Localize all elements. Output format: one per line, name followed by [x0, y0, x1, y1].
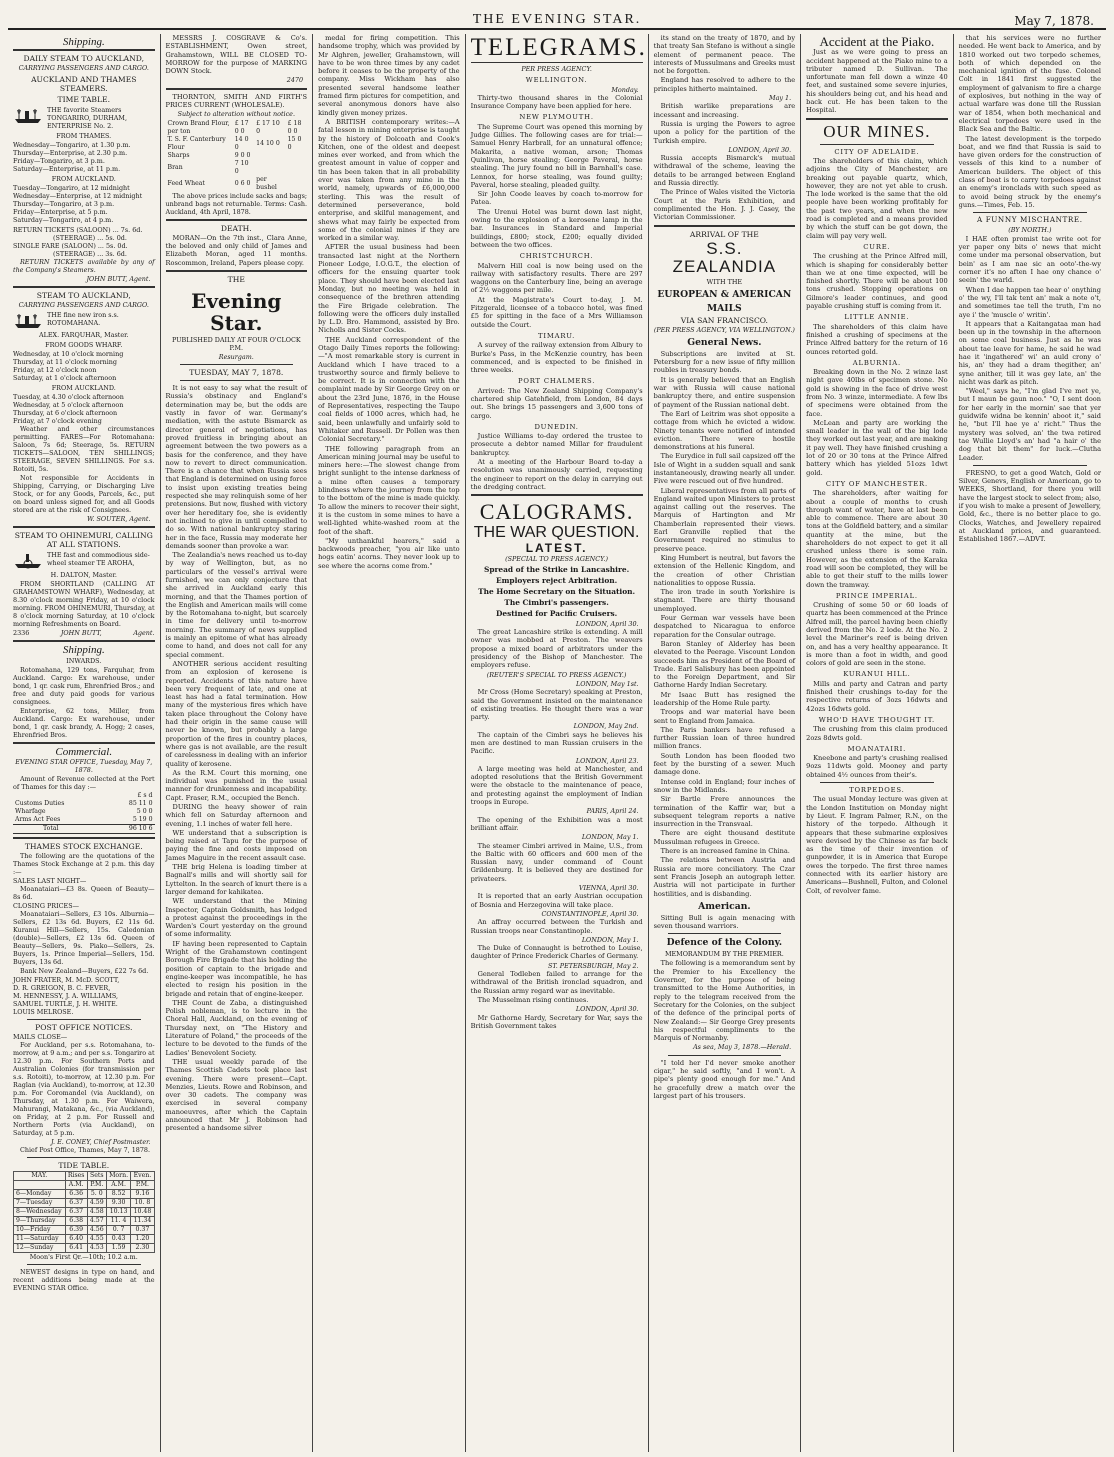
- our-mines-heading: OUR MINES.: [823, 121, 931, 141]
- steamship-icon: [13, 311, 43, 329]
- defence-heading: Defence of the Colony.: [666, 937, 783, 949]
- table-row: 11—Saturday 6.40 4.55 0.43 1.20: [14, 1235, 155, 1244]
- table-row: 12—Sunday 6.41 4.53 1.59 2.30: [14, 1244, 155, 1253]
- table-row: Arms Act Fees 5 19 0: [15, 816, 153, 824]
- general-news-heading: General News.: [687, 336, 762, 348]
- table-row: 9—Thursday 6.38 4.57 11. 4 11.34: [14, 1217, 155, 1226]
- table-row: Customs Duties 85 11 0: [15, 800, 153, 808]
- table-row: 7—Tuesday 6.37 4.59 9.30 10. 8: [14, 1199, 155, 1208]
- column-6: Accident at the Piako. Just as we were going to press an accident happened at the Piako mine to a tributer named D. Sullivan. The unfortunate man fell down a winze 40 feet, and sustained some severe injuries, his shoulders being cut, and his head and back cut. He has been taken to the Hospital. OUR MINES. CITY OF ADELAIDE. The shareholders of this claim, which adjoins the City of Manchester, are breaking out payable quartz, which, however, they are not yet able to crush. The lode worked is the same that the old people have been working profitably for the past two years, and when the new road is completed and a means provided by which the stuff can be got down, the claim will pay very well. CURE. The crushing at the Prince Alfred mill, which is shaping for considerably better than we at one time expected, will be finished shortly. There will be about 100 tons crushed. Stopping operations on Gilmore's leader continues, and good payable crushing stuff is coming from it. LITTLE ANNIE. The shareholders of this claim have finished a crushing of specimens at the Prince Alfred battery for the return of 16 ounces retorted gold. ALBURNIA. Breaking down in the No. 2 winze last night gave 40lbs of specimen stone. No gold is showing in the face of drive west from No. 3 winze, intermediate. A few lbs of specimens were obtained from the face. McLean and party are working the small leader in the wall of the big lode they worked out last year, and are making it pay well. They have finished crushing a lot of 20 or 30 tons at the Prince Alfred battery which has yielded 51ozs 1dwt gold. CITY OF MANCHESTER. The shareholders, after waiting for about a couple of months to crush through want of water, have at last been able to commence. There are about 30 tons at the Goldfield battery, and a similar quantity at the mine, but the shareholders do not expect to get it all crushed unless there is some rain. However, as the extension of the Karaka road will soon be completed, they will be able to get their stuff to the mills lower down the tramway. PRINCE IMPERIAL. Crushing of some 50 or 60 loads of quartz has been commenced at the Prince Alfred mill, the parcel having been chiefly derived from the No. 2 lode. At the No. 2 level the Mariner's reef is being driven on, and has a very healthy appearance. It is more than a foot in width, and good colors of gold are seen in the stone. KURANUI HILL. Mills and party and Catran and party finished their crushings to-day for the respective returns of 3ozs 16dwts and 42ozs 16dwts gold. WHO'D HAVE THOUGHT IT. The crushing from this claim produced 2ozs 8dwts gold. MOANATAIRI. Kneebone and party's crushing realised 9ozs 11dwts gold. Mooney and party obtained 4½ ounces from their's. TORPEDOES. The usual Monday lecture was given at the London Institution on Monday night by Lieut. F. Ingram Palmer, R.N., on the history of the torpedo. Although it appears that these submarine explosives were devised by the Chinese as far back as the time of their invention of gunpowder, it is in America that Europe owes the torpedo. The first three names connected with its earlier history are Americans—Bushnell, Fulton, and Colonel Colt, of revolver fame.: [801, 34, 954, 1452]
- column-3: medal for firing competition. This handsome trophy, which was provided by Mr Alghren, jeweller, Grahamstown, will have to be won three times by any cadet before it ceases to be the property of the company. Miss Wickham has also presented several handsome leather framed firm pictures for competition, and several anonymous donors have also kindly given money prizes. A BRITISH contemporary writes:—A fatal lesson in mining enterprise is taught by the history of Dolcoath and Cook's Kitchen, one of the oldest and deepest mines ever worked, and from which the greatest amount in value of copper and tin has been taken that in all probability ever was taken from any mine in the world, namely, upwards of £6,000,000 sterling. This was the result of determined perseverance, bold enterprise, and skilful management, and shews what may fairly be expected from some of the colonial mines if they are worked in a similar way. AFTER the usual business had been transacted last night at the Northern Pioneer Lodge, I.O.G.T., the election of officers for the ensuing quarter took place. They should have been elected last Monday, but no meeting was held in consequence of the brethren attending the Fire Brigade celebration. The following were the officers duly installed by L.D. Bro. Hammond, assisted by Bro. Nicholls and Sister Cocks. THE Auckland correspondent of the Otago Daily Times reports the following:—"A most remarkable story is current in Auckland which I have traced to a trustworthy source and firmly believe to be correct. It is in connection with the complaint made by Sir George Grey on or about the 23rd June, 1876, in the House of Representatives, respecting the Taupo coal fields of 1000 acres, which had, he said, been unlawfully and unfairly sold to Whitaker and Russell. Dr Pollen was then Colonial Secretary." THE following paragraph from an American mining journal may be useful to miners here:—The slowest change from bright sunlight to the intense darkness of a mine often causes a temporary blindness where the journey from the top to the bottom of the mine is made quickly. To allow the miners to recover their sight, it is the custom in some mines to have a well-lighted white-washed room at the foot of the shaft. "My unthankful hearers," said a backwoods preacher, "you air like unto hogs eatin' acorns. They never look up to see where the acorns come from.": [313, 34, 466, 1452]
- broker-list: JOHN FRATER, M. McD. SCOTT, D. R. GREIGON, B. C. FEVER, M. HENNESSY, J. A. WILLIAMS, SAMUEL TURTLE, J. H. WHITE. LOUIS MELROSE.: [13, 976, 120, 1017]
- accident-heading: Accident at the Piako.: [819, 34, 935, 49]
- column-7: that his services were no further needed. He went back to America, and by 1810 worked out two torpedo schemes, both of which depended on the mechanical ignition of the fuse. Colonel Colt in 1841 first suggested the employment of galvanism to fire a charge of explosives, but nothing in the way of actual warfare was done till the Russian war of 1854, when both mechanical and electrical torpedoes were used in the Black Sea and the Baltic. The latest development is the torpedo boat, and we find that Russia is said to have given orders for the construction of vessels of this kind to a number of American builders. The object of this class of boat is to carry torpedoes against an enemy's ironclads with such speed as to avoid being struck by the enemy's guns.—Times, Feb. 15. A FUNNY MISCHANTRE. (BY NORTH.) I HAE often promist tae write oot for yer paper ony bits o' news that micht come under ma personal observation, but bein' as I am nae sic an ooto'-the-wy corner it's no aften I hae ony chance o' seein' the warld. When I dae happen tae hear o' onything o' the wy, I'll tak tent an' mak a note o't, and sometimes tae tell the truth, I'm no aye i' the 'muscle o' writin'. It appears that a Kaitangataa man had been up in the township in the afternoon on some coal business. Just as he was about tae leave for hame, he said he wad hae it 'ingathered' wi' an auld crony o' his, an' they had a dram thegither, an' syne anither, till it was gey late, an' the nicht was dark as pitch. "Weel," says he, "I'm glad I've met ye, but I maun be gaun noo." "O, I sent doon for her early in the mornin' sae that yer guidwife widna be kennin' aboot it," said he, "but I'll hae ye a' richt." Thus the mystery was solved, an' the twa retired tae Wullie Lloyd's an' had "a hair o' the dog that bit them" for luck.—Clutha Leader. FRESNO, to get a good Watch, Gold or Silver, Genevs, English or American, go to WEEKS, Shortland, for there you will have the largest stock to select from; also, if you wish to make a present of Jewellery, Gold, &c., there is no better place to go. Clocks, Watches, and Jewellery repaired at Auckland prices, and guaranteed. Established 1867.—ADVT.: [958, 34, 1102, 544]
- weeks-advert: FRESNO, to get a good Watch, Gold or Silver, Genevs, English or American, go to WEEKS, Shortland, for there you will have the largest stock to select from; also, if you wish to make a present of Jewellery, Gold, &c., there is no better place to go. Clocks, Watches, and Jewellery repaired at Auckland prices, and guaranteed. Established 1867.—ADVT.: [958, 468, 1102, 544]
- columns: [8, 34, 1106, 1452]
- cosgrave-advert: MESSRS J. COSGRAVE & Co's. ESTABLISHMENT, Owen street, Grahamstown, WILL BE CLOSED TO-MORROW for the purpose of MARKING DOWN Stock.: [165, 34, 308, 76]
- column-4: TELEGRAMS. PER PRESS AGENCY. WELLINGTON. Monday. Thirty-two thousand shares in the Colonial Insurance Company have been applied for here. NEW PLYMOUTH. The Supreme Court was opened this morning by Judge Gillies. The following cases are for trial:—Samuel Henry Harbrall, for an unnatural offence; Makarita, a native woman, arson; Thomas Quinlivan, horse stealing; George Paveral, horse stealing. The jury found no bill in Barnhall's case. Lennox, for horse stealing, was found guilty; Paveral, horse stealing, pleaded guilty. Sir John Coode leaves by coach to-morrow for Patea. The Urenui Hotel was burnt down last night, owing to the explosion of a kerosene lamp in the bar. Insurances in Standard and Imperial buildings, £800; stock, £200; equally divided between the two offices. CHRISTCHURCH. Malvern Hill coal is now being used on the railway with satisfactory results. There are 297 waggons on the Canterbury line, being an average of 2½ waggons per mile. At the Magistrate's Court to-day, J. M. Fitzgerald, licensee of a tobacco hotel, was fined £5 for spitting in the face of a Mrs Williamson outside the Court. TIMARU. A survey of the railway extension from Albury to Burke's Pass, in the McKenzie country, has been commenced, and is expected to be finished in three weeks. PORT CHALMERS. Arrived: The New Zealand Shipping Company's chartered ship Gatehfield, from London, 84 days out. She brings 15 passengers and 3,600 tons of cargo. DUNEDIN. Justice Williams to-day ordered the trustee to prosecute a debtor named Millar for fraudulent bankruptcy. At a meeting of the Harbour Board to-day a resolution was unanimously carried, requesting the engineer to report on the delay in carrying out the dredging contract. CALOGRAMS. THE WAR QUESTION. LATEST. (SPECIAL TO PRESS AGENCY.) Spread of the Strike in Lancashire. Employers reject Arbitration. The Home Secretary on the Situation. The Cimbri's passengers. Destined for Pacific Cruisers. LONDON, April 30. The great Lancashire strike is extending. A mill owner was mobbed at Preston. The weavers propose a mixed board of arbitrators under the presidency of the Bishop of Manchester. The employers refuse. (REUTER'S SPECIAL TO PRESS AGENCY.) LONDON, May 1st. Mr Cross (Home Secretary) speaking at Preston, said the Government insisted on the maintenance of existing treaties. He thought there was a war party. LONDON, May 2nd. The captain of the Cimbri says he believes his men are destined to man Russian cruisers in the Pacific. LONDON, April 23. A large meeting was held at Manchester, and adopted resolutions that the British Government were the obstacle to the maintenance of peace, and protesting against the employment of Indian troops in Europe. PARIS, April 24. The opening of the Exhibition was a most brilliant affair. LONDON, May 1. The steamer Cimbri arrived in Maine, U.S., from the Baltic with 60 officers and 600 men of the Russian navy, under command of Count Grildenburg. It is believed they are destined for privateers. VIENNA, April 30. It is reported that an early Austrian occupation of Bosnia and Herzegovina will take place. CONSTANTINOPLE, April 30. An affray occurred between the Turkish and Russian troops near Constantinople. LONDON, May 1. The Duke of Connaught is betrothed to Louise, daughter of Prince Frederick Charles of Germany. ST. PETERSBURGH, May 2. General Todleben failed to arrange for the withdrawal of the British ironclad squadron, and the Russian army regard war as inevitable. The Musselman rising continues. LONDON, April 30. Mr Gathorne Hardy, Secretary for War, says the British Government takes: [466, 34, 649, 1452]
- paper-logo: Evening Star.: [191, 288, 282, 335]
- paper-title: THE EVENING STAR.: [472, 12, 642, 27]
- masthead: [8, 10, 1106, 30]
- paper-date: May 7, 1878.: [1014, 14, 1094, 28]
- table-row: 10—Friday 6.39 4.56 0. 7 0.37: [14, 1226, 155, 1235]
- prices-table: [166, 120, 308, 192]
- column-2: MESSRS J. COSGRAVE & Co's. ESTABLISHMENT, Owen street, Grahamstown, WILL BE CLOSED TO-MORROW for the purpose of MARKING DOWN Stock. 2470 THORNTON, SMITH AND FIRTH'S PRICES CURRENT (WHOLESALE). Subject to alteration without notice. Crown Brand Flour, per ton £ 17 0 0 £ 17 10 0 £ 18 0 0 T. S. F. Canterbury Flour 14 0 0 14 10 0 15 0 0 Sharps 9 0 0 Bran 7 10 0 Feed Wheat 0 6 0 per bushel The above prices include sacks and bags; unbrand bags not returnable. Terms: Cash. Auckland, 4th April, 1878. DEATH. MORAN—On the 7th inst., Clara Anne, the beloved and only child of James and Elizabeth Moran, aged 11 months. Roscommon, Ireland, Papers please copy. THE Evening Star. PUBLISHED DAILY AT FOUR O'CLOCK P.M. Resurgam. TUESDAY, MAY 7, 1878. It is not easy to say what the result of Russia's obstinacy and England's determination may be, but the odds are vastly in favor of war. Germany's mediation, with the astute Bismarck as director general of negotiations, has proved fruitless in bringing about an agreement between the two powers as a basis for the conference, and they have now to revert to direct communication. There is a chance that when Russia sees that England is determined on using force to insist upon existing treaties being respected she may relinquish some of her pretensions. But now, flushed with victory over her hereditary foe, she is evidently not inclined to give in until compelled to do so. With national bankruptcy staring her in the face, Russia may moderate her demands sooner than provoke a war. The Zealandia's news reached us to-day by way of Wellington, but, as no particulars of the vessel's arrival were furnished, we can only conjecture that she arrived in Auckland early this morning, and that the Thames portion of the English and American mails will come by the Rotomahana to-night, but scarcely in time for delivery until to-morrow morning. The summary of news supplied is mainly an epitome of what has already come to hand, and does not call for any special comment. ANOTHER serious accident resulting from an explosion of kerosene is reported. Accidents of this nature have been very frequent of late, and one at least has had a fatal termination. How many of the mysterious fires which have taken place throughout the Colony have had their origin in the same cause will never be known, but probably a large proportion of the fires in country places, where gas is not available, are the result of carelessness in dealing with an inferior quality of kerosene. As the R.M. Court this morning, one individual was punished in the usual manner for drunkenness and incapability. Capt. Fraser, R.M., occupied the Bench. DURING the heavy shower of rain which fell on Saturday afternoon and evening, 1.1 inches of water fell here. WE understand that a subscription is being raised at Tapu for the purpose of paying the fine and costs imposed on James Maguire in the recent assault case. THE brig Helena is loading timber at Bagnall's mills and will shortly sail for Lyttelton. In the search of knurt there is a larger demand for kahikatea. WE understand that the Mining Inspector, Captain Goldsmith, has lodged a protest against the proceedings in the Warden's Court yesterday on the ground of some informality. IF having been represented to Captain Wright of the Grahamstown contingent Borough Fire Brigade that his holding the position of captain to the brigade and engine-keeper was incompatible, he has elected to resign his position in the brigade and retain that of engine-keeper. THE Count de Zaba, a distinguished Polish nobleman, is to lecture in the Choral Hall, Auckland, on the evening of Thursday next, on "The History and Literature of Poland," the proceeds of the lecture to be devoted to the funds of the Ladies' Benevolent Society. THE usual weekly parade of the Thames Scottish Cadets took place last evening. There were present—Capt. Menzies, Lieuts. Rowe and Robinson, and over 30 cadets. The company was exercised in several company manoeuvres, after which the Captain announced that Mr J. Robinson had presented a handsome silver: [161, 34, 314, 1452]
- column-5: its stand on the treaty of 1870, and by that treaty San Stefano is without a single element of permanent peace. The interests of Mussulmans and Greeks must not be forgotten. England has resolved to adhere to the principles hitherto maintained. May 1. British warlike preparations are incessant and increasing. Russia is urging the Powers to agree upon a policy for the partition of the Turkish empire. LONDON, April 30. Russia accepts Bismarck's mutual withdrawal of the scheme, leaving the details to be arranged between England and Russia directly. The Prince of Wales visited the Victoria Court at the Paris Exhibition, and complimented the Hon. J. J. Casey, the Victorian Commissioner. ARRIVAL OF THE S.S. ZEALANDIA WITH THE EUROPEAN & AMERICAN MAILS VIA SAN FRANCISCO. (PER PRESS AGENCY, VIA WELLINGTON.) General News. Subscriptions are invited at St. Petersburg for a new issue of fifty million roubles in treasury bonds. It is generally believed that an English war with Russia will cause national bankruptcy there, and entire suspension of payment of the Russian national debt. The Earl of Leitrim was shot opposite a cottage from which he evicted a widow. Ninety tenants were notified of intended eviction. There were hostile demonstrations at his funeral. The Eurydice in full sail capsized off the Isle of Wight in a sudden squall and sank instantaneously, drawing nearly all under. Five were rescued out of five hundred. Liberal representatives from all parts of England waited upon Ministers to protest against calling out the reserves. The Marquis of Hartington and Mr Chamberlain represented their views. Earl Granville replied that the Government required no stimulus to preserve peace. King Humbert is neutral, but favors the extension of the Hellenic Kingdom, and the creation of other Christian nationalities to oppose Russia. The iron trade in south Yorkshire is stagnant. There are thirty thousand unemployed. Four German war vessels have been despatched to Nicaragua to enforce reparation for the Consular outrage. Baron Stanley of Alderley has been elevated to the Peerage. Viscount London succeeds him as President of the Board of Trade. Earl Salisbury has been appointed to the Foreign Department, and Sir Gathorne Hardy Indian Secretary. Mr Isaac Butt has resigned the leadership of the Home Rule party. Troops and war material have been sent to England from Jamaica. The Paris bankers have refused a further Russian loan of three hundred million francs. South London has been flooded two feet by the bursting of a sewer. Much damage done. Intense cold in England; four inches of snow in the Midlands. Sir Bartle Frere announces the termination of the Kaffir war, but a subsequent telegram reports a native insurrection in the Transvaal. There are eight thousand destitute Mussulman refugees in Greece. There is an increased famine in China. The relations between Austria and Russia are more conciliatory. The Czar sent Francis Joseph an autograph letter. Austria will not participate in further hostilities, and is disbanding. American. Sitting Bull is again menacing with seven thousand warriors. Defence of the Colony. MEMORANDUM BY THE PREMIER. The following is a memorandum sent by the Premier to his Excellency the Governor, for the purpose of being transmitted to the Home Authorities, in reply to the telegram received from the Secretary for the Colonies, on the subject of the defence of the principal ports of New Zealand:— Sir George Grey presents his respectful compliments to the Marquis of Normanby. As sea, May 3, 1878.—Herald. "I told her I'd never smoke another cigar," he said softly, "and I won't. A pipe's plenty good enough for me." And he gracefully drew a match over the largest part of his trousers.: [649, 34, 802, 1452]
- paddle-steamer-icon: [13, 551, 43, 569]
- telegrams-heading: TELEGRAMS.: [470, 34, 647, 61]
- tide-table: MAY. Rises Sets Morn. Even. A.M. P.M. A.M. P.M. 6—Monday 6.36 5. 0 8.52 9.16 7—Tuesday 6.37 4.59 9.30 10. 8 8—Wednesday 6.37 4.58 10.13 10.48 9—Thursday 6.38 4.57 11. 4 11.34 10—Friday 6.39 4.56 0. 7 0.37 11—Saturday 6.40 4.55 0.43 1.20 12—Sunday 6.41 4.53 1.59 2.30: [13, 1171, 155, 1253]
- zealandia-heading: S.S. ZEALANDIA: [672, 238, 777, 276]
- shipping-heading-2: Shipping.: [62, 644, 105, 657]
- auckland-steam-title: DAILY STEAM TO AUCKLAND,: [23, 54, 145, 64]
- table-row: Crown Brand Flour, per ton £ 17 0 0 £ 17 10 0 £ 18 0 0: [167, 119, 302, 135]
- column-1: Shipping. DAILY STEAM TO AUCKLAND, CARRYING PASSENGERS AND CARGO. AUCKLAND AND THAMES STEAMERS. TIME TABLE. THE favorite Steamers TONGARIRO, DURHAM, ENTERPRISE No. 2. FROM THAMES. Wednesday—Tongariro, at 1.30 p.m. Thursday—Enterprise, at 2.30 p.m. Friday—Tongariro, at 3 p.m. Saturday—Enterprise, at 11 p.m. FROM AUCKLAND. Tuesday—Tongariro, at 12 midnight Wednesday—Enterprise, at 12 midnight Thursday—Tongariro, at 3 p.m. Friday—Enterprise, at 5 p.m. Saturday—Tongariro, at 4 p.m. RETURN TICKETS (SALOON) ... 7s. 6d. (STEERAGE) ... 5s. 0d. SINGLE FARE (SALOON) ... 5s. 0d. (STEERAGE) ... 3s. 6d. RETURN TICKETS available by any of the Company's Steamers. JOHN BUTT, Agent. STEAM TO AUCKLAND, CARRYING PASSENGERS AND CARGO. THE fine new iron s.s. ROTOMAHANA. ALEX. FARQUHAR, Master. FROM GOODS WHARF. Wednesday, at 10 o'clock morning Thursday, at 11 o'clock morning Friday, at 12 o'clock noon Saturday, at 1 o'clock afternoon FROM AUCKLAND. Tuesday, at 4.30 o'clock afternoon Wednesday, at 5 o'clock afternoon Thursday, at 6 o'clock afternoon Friday, at 7 o'clock evening Weather and other circumstances permitting. FARES—For Rotomahana: Saloon, 7s 6d; Steerage, 5s. RETURN TICKETS—SALOON, TEN SHILLINGS; STEERAGE, SEVEN SHILLINGS. For s.s. Rotoiti, 5s. Not responsible for Accidents in Shipping, Carrying, or Discharging Live Stock, or for any Goods, Parcels, &c., put on board unless signed for, and all Goods stored are at the risk of Consignees. W. SOUTER, Agent. STEAM TO OHINEMURI, CALLING AT ALL STATIONS. THE fast and commodious side-wheel steamer TE AROHA, H. DALTON, Master. FROM SHORTLAND (CALLING AT GRAHAMSTOWN WHARF), Wednesday, at 8.30 o'clock morning Friday, at 10 o'clock morning. FROM OHINEMURI, Thursday, at 8 o'clock morning Saturday, at 10 o'clock morning Refreshments on Board. 2336 JOHN BUTT, Agent. Shipping. INWARDS. Rotomahana, 129 tons, Farquhar, from Auckland. Cargo: Ex warehouse, under bond, 1 qr. cask rum, Ehrenfried Bros.; and free and duty paid goods for various consignees. Enterprise, 62 tons, Miller, from Auckland. Cargo: Ex warehouse, under bond, 1 qr. cask brandy, A. Hogg; 2 cases, Ehrenfried Bros. Commercial. EVENING STAR OFFICE, Tuesday, May 7, 1878. Amount of Revenue collected at the Port of Thames for this day :— £ s d Customs Duties 85 11 0 Wharfage 5 0 0 Arms Act Fees 5 19 0 Total 96 10 6 THAMES STOCK EXCHANGE. The following are the quotations of the Thames Stock Exchange at 2 p.m. this day :— SALES LAST NIGHT— Moanataiari—£3 8s. Queen of Beauty—8s 6d. CLOSING PRICES— Moanataiari—Sellers, £3 10s. Alburnia—Sellers, £2 13s 6d. Buyers, £2 11s 6d. Kuranui Hill—Sellers, 15s. Caledonian (double)—Sellers, £2 13s 6d. Queen of Beauty—Sellers, 9s. Piako—Sellers, 2s. Buyers, 1s. Prince Imperial—Sellers, 15d. Buyers, 13s 6d. Bank New Zealand—Buyers, £22 7s 6d. JOHN FRATER, M. McD. SCOTT, D. R. GREIGON, B. C. FEVER, M. HENNESSY, J. A. WILLIAMS, SAMUEL TURTLE, J. H. WHITE. LOUIS MELROSE. POST OFFICE NOTICES. MAILS CLOSE— For Auckland, per s.s. Rotomahana, to-morrow, at 9 a.m.; and per s.s. Tongariro at 12.30 p.m. For Southern Ports and Australian Colonies (for transmission per s.s. Rotoiti), to-morrow, at 12.30 p.m. For Raglan (via Auckland), to-morrow, at 12.30 p.m. For Coromandel (via Auckland), on Thursday, at 1.30 p.m. For Waiwera, Mahurangi, Matakana, &c., (via Auckland), on Friday, at 2 p.m. For Russell and Northern Ports (via Auckland), on Saturday, at 5 p.m. J. E. CONEY, Chief Postmaster. Chief Post Office, Thames, May 7, 1878. TIDE TABLE. MAY. Rises Sets Morn. Even. A.M. P.M. A.M. P.M. 6—Monday 6.36 5. 0 8.52 9.16 7—Tuesday 6.37 4.59 9.30 10. 8 8—Wednesday 6.37 4.58 10.13 10.48 9—Thursday 6.38 4.57 11. 4 11.34 10—Friday 6.39 4.56 0. 7 0.37 11—Saturday 6.40 4.55 0.43 1.20 12—Sunday 6.41 4.53 1.59 2.30 Moon's First Qr.—10th; 10.2 a.m. NEWEST designs in type on hand, and recent additions being made at the EVENING STAR Office.: [8, 34, 161, 1452]
- table-row: Total 96 10 6: [13, 825, 155, 834]
- revenue-table: £ s d Customs Duties 85 11 0 Wharfage 5 0 0 Arms Act Fees 5 19 0 Total 96 10 6: [15, 792, 153, 833]
- american-heading: American.: [698, 900, 751, 912]
- table-row: Sharps 9 0 0: [167, 151, 251, 159]
- shipping-heading: Shipping.: [62, 36, 105, 48]
- war-question-heading: THE WAR QUESTION.: [473, 524, 640, 542]
- table-row: Wharfage 5 0 0: [15, 808, 153, 816]
- steamship-icon: [13, 106, 43, 124]
- table-row: Feed Wheat 0 6 0 per bushel: [167, 175, 277, 191]
- table-row: T. S. F. Canterbury Flour 14 0 0 14 10 0 15 0 0: [167, 135, 302, 151]
- table-row: 8—Wednesday 6.37 4.58 10.13 10.48: [14, 1208, 155, 1217]
- table-row: Bran 7 10 0: [167, 159, 249, 175]
- calograms-heading: CALOGRAMS.: [479, 499, 634, 525]
- commercial-heading: Commercial.: [55, 745, 113, 758]
- table-row: 6—Monday 6.36 5. 0 8.52 9.16: [14, 1190, 155, 1199]
- fares-list: RETURN TICKETS (SALOON) ... 7s. 6d. (STEERAGE) ... 5s. 0d. SINGLE FARE (SALOON) ... 5s. 0d. (STEERAGE) ... 3s. 6d.: [13, 225, 143, 258]
